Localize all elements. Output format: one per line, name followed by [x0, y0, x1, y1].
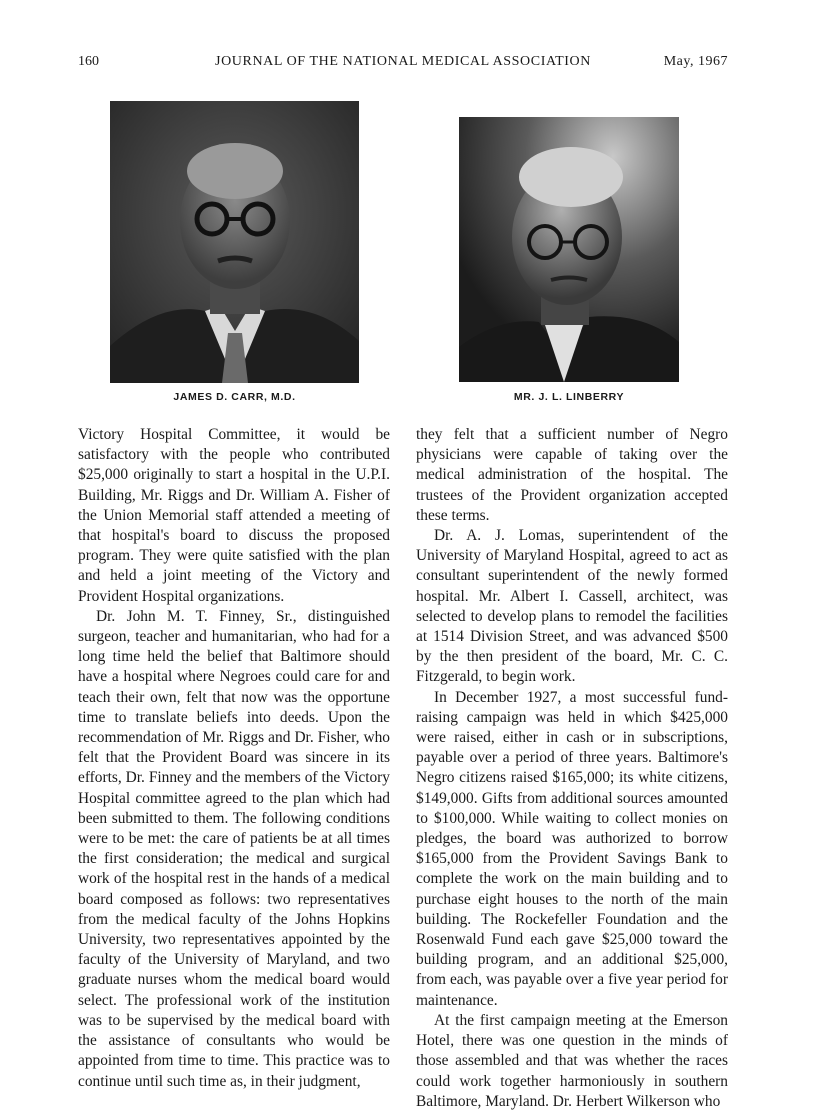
paragraph: Dr. John M. T. Finney, Sr., distinguished surgeon, teacher and humanitarian, who had for a long time held the belief that Baltimore should have a hospital where Negroes could care for and teach their own, felt that now was the opportune time to translate beliefs into deeds. Upon the recommendation of Mr. Riggs and Dr. Fisher, who felt that the Provident Board was sincere in its efforts, Dr. Finney and the members of the Victory Hospital committee agreed to the plan which had been submitted to them. The following conditions were to be met: the care of patients be at all times the first consideration; the medical and surgical work of the hospital rest in the hands of a medical board composed as follows: two representatives from the medical faculty of the Johns Hopkins University, two representatives appointed by the faculty of the University of Maryland, and two graduate nurses whom the medical board would select. The professional work of the institution was to be supervised by the medical board with the assistance of consultants who would be appointed from time to time. This practice was to continue until such time as, in their judgment,	[78, 607, 390, 1090]
paragraph: At the first campaign meeting at the Emerson Hotel, there was one question in the minds of those assembled and that was whether the races could work together harmoniously in southern Baltimore, Maryland. Dr. Herbert Wilkerson who	[416, 1011, 728, 1110]
issue-date: May, 1967	[663, 54, 728, 69]
figure-caption-carr: JAMES D. CARR, M.D.	[173, 391, 296, 403]
running-header	[78, 54, 728, 74]
paragraph: In December 1927, a most successful fund-raising campaign was held in which $425,000 were raised, either in cash or in subscriptions, payable over a period of three years. Baltimore's Negro citizens raised $165,000; its white citizens, $149,000. Gifts from additional sources amounted to $100,000. While waiting to collect monies on pledges, the board was authorized to borrow $165,000 from the Provident Savings Bank to complete the work on the main building and to purchase eight houses to the north of the main building. The Rockefeller Foundation and the Rosenwald Fund each gave $25,000 toward the building program, and an additional $25,000, from each, was payable over a five year period for maintenance.	[416, 688, 728, 1009]
left-text-column	[78, 425, 390, 1092]
page-number: 160	[78, 54, 99, 69]
journal-title: JOURNAL OF THE NATIONAL MEDICAL ASSOCIATION	[215, 54, 591, 69]
figure-caption-linberry: MR. J. L. LINBERRY	[513, 391, 625, 403]
paragraph: they felt that a sufficient number of Negro physicians were capable of taking over the medical administration of the hospital. The trustees of the Provident organization accepted these terms.	[416, 426, 728, 524]
paragraph: Victory Hospital Committee, it would be satisfactory with the people who contributed $25,000 originally to start a hospital in the U.P.I. Building, Mr. Riggs and Dr. William A. Fisher of the Union Memorial staff attended a meeting of that hospital's board to discuss the proposed program. They were quite satisfied with the plan and held a joint meeting of the Victory and Provident Hospital organizations.	[78, 426, 390, 605]
portrait-photo-linberry	[459, 117, 679, 382]
paragraph: Dr. A. J. Lomas, superintendent of the University of Maryland Hospital, agreed to act as consultant superintendent of the newly formed hospital. Mr. Albert I. Cassell, architect, was selected to develop plans to remodel the facilities at 1514 Division Street, and was advanced $500 by the then president of the board, Mr. C. C. Fitzgerald, to begin work.	[416, 527, 728, 686]
portrait-photo-carr	[110, 101, 359, 383]
right-text-column	[416, 425, 728, 1112]
